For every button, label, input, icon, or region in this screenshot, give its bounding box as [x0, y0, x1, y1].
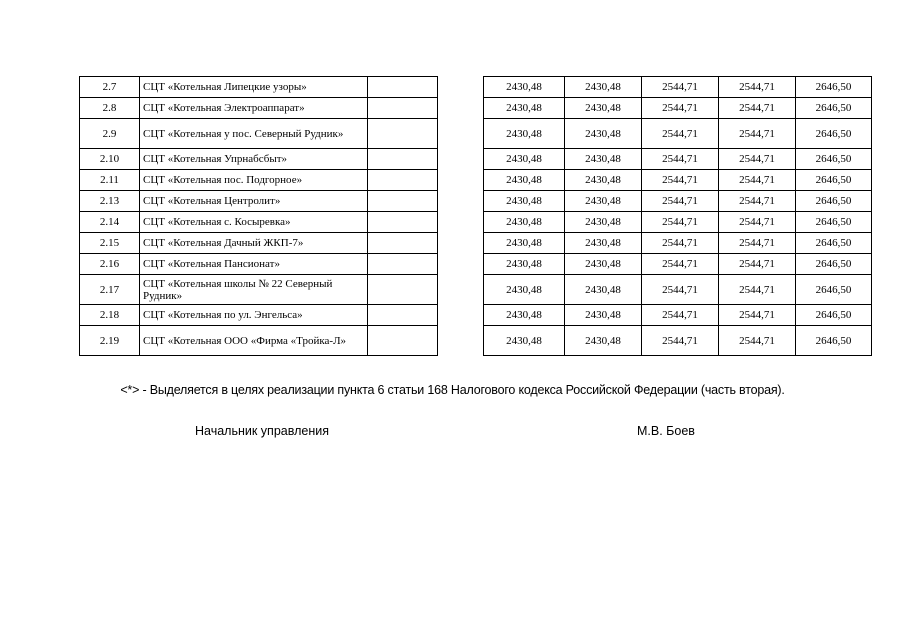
table-row: [80, 233, 872, 254]
value-cell: 2544,71: [642, 212, 719, 233]
table-row: [80, 170, 872, 191]
value-cell: 2544,71: [642, 254, 719, 275]
row-name: СЦТ «Котельная Упрнабсбыт»: [140, 149, 368, 170]
value-cell: 2646,50: [796, 77, 872, 98]
value-cell: 2430,48: [565, 254, 642, 275]
empty-cell: [368, 77, 438, 98]
empty-cell: [438, 254, 484, 275]
table-row: [80, 119, 872, 149]
value-cell: 2544,71: [719, 212, 796, 233]
value-cell: 2430,48: [484, 170, 565, 191]
footnote: <*> - Выделяется в целях реализации пункта 6 статьи 168 Налогового кодекса Российской Федерации (часть вторая).: [120, 383, 785, 397]
value-cell: 2430,48: [484, 275, 565, 305]
signer-name: М.В. Боев: [637, 424, 695, 438]
value-cell: 2430,48: [484, 254, 565, 275]
empty-cell: [438, 119, 484, 149]
table-row: [80, 326, 872, 356]
value-cell: 2544,71: [719, 326, 796, 356]
value-cell: 2430,48: [484, 77, 565, 98]
table-row: [80, 98, 872, 119]
value-cell: 2544,71: [642, 149, 719, 170]
empty-cell: [438, 212, 484, 233]
value-cell: 2544,71: [719, 275, 796, 305]
value-cell: 2430,48: [484, 233, 565, 254]
empty-cell: [368, 275, 438, 305]
value-cell: 2430,48: [565, 275, 642, 305]
value-cell: 2646,50: [796, 275, 872, 305]
row-name: СЦТ «Котельная школы № 22 Северный Рудник»: [140, 275, 368, 305]
row-name: СЦТ «Котельная Липецкие узоры»: [140, 77, 368, 98]
value-cell: 2430,48: [565, 212, 642, 233]
empty-cell: [438, 170, 484, 191]
value-cell: 2544,71: [642, 305, 719, 326]
value-cell: 2544,71: [642, 77, 719, 98]
row-name: СЦТ «Котельная у пос. Северный Рудник»: [140, 119, 368, 149]
empty-cell: [368, 233, 438, 254]
value-cell: 2646,50: [796, 305, 872, 326]
signer-title: Начальник управления: [195, 424, 329, 438]
value-cell: 2430,48: [484, 326, 565, 356]
empty-cell: [368, 170, 438, 191]
value-cell: 2430,48: [484, 98, 565, 119]
value-cell: 2430,48: [484, 119, 565, 149]
empty-cell: [438, 77, 484, 98]
value-cell: 2544,71: [719, 119, 796, 149]
table-row: [80, 77, 872, 98]
tariff-table: [79, 76, 872, 356]
row-number: 2.14: [80, 212, 140, 233]
empty-cell: [438, 275, 484, 305]
value-cell: 2430,48: [565, 149, 642, 170]
row-name: СЦТ «Котельная Центролит»: [140, 191, 368, 212]
value-cell: 2646,50: [796, 254, 872, 275]
empty-cell: [438, 149, 484, 170]
value-cell: 2544,71: [719, 233, 796, 254]
value-cell: 2646,50: [796, 149, 872, 170]
row-name: СЦТ «Котельная Пансионат»: [140, 254, 368, 275]
row-number: 2.15: [80, 233, 140, 254]
value-cell: 2430,48: [484, 305, 565, 326]
value-cell: 2430,48: [565, 119, 642, 149]
value-cell: 2544,71: [642, 98, 719, 119]
row-name: СЦТ «Котельная по ул. Энгельса»: [140, 305, 368, 326]
table-row: [80, 275, 872, 305]
value-cell: 2646,50: [796, 98, 872, 119]
value-cell: 2544,71: [642, 170, 719, 191]
row-number: 2.17: [80, 275, 140, 305]
row-name: СЦТ «Котельная пос. Подгорное»: [140, 170, 368, 191]
row-name: СЦТ «Котельная с. Косыревка»: [140, 212, 368, 233]
value-cell: 2646,50: [796, 170, 872, 191]
row-name: СЦТ «Котельная Дачный ЖКП-7»: [140, 233, 368, 254]
empty-cell: [368, 191, 438, 212]
empty-cell: [368, 119, 438, 149]
row-number: 2.11: [80, 170, 140, 191]
table-row: [80, 305, 872, 326]
value-cell: 2544,71: [719, 149, 796, 170]
value-cell: 2430,48: [565, 191, 642, 212]
value-cell: 2544,71: [642, 191, 719, 212]
value-cell: 2544,71: [642, 275, 719, 305]
value-cell: 2544,71: [719, 254, 796, 275]
row-number: 2.18: [80, 305, 140, 326]
value-cell: 2430,48: [484, 212, 565, 233]
value-cell: 2544,71: [642, 326, 719, 356]
row-name: СЦТ «Котельная Электроаппарат»: [140, 98, 368, 119]
row-number: 2.16: [80, 254, 140, 275]
empty-cell: [438, 98, 484, 119]
empty-cell: [368, 305, 438, 326]
row-number: 2.10: [80, 149, 140, 170]
value-cell: 2646,50: [796, 191, 872, 212]
empty-cell: [368, 254, 438, 275]
value-cell: 2646,50: [796, 233, 872, 254]
value-cell: 2430,48: [565, 305, 642, 326]
row-name: СЦТ «Котельная ООО «Фирма «Тройка-Л»: [140, 326, 368, 356]
table-row: [80, 149, 872, 170]
empty-cell: [368, 326, 438, 356]
value-cell: 2430,48: [565, 77, 642, 98]
value-cell: 2544,71: [642, 119, 719, 149]
table-row: [80, 191, 872, 212]
value-cell: 2430,48: [565, 170, 642, 191]
empty-cell: [368, 212, 438, 233]
value-cell: 2646,50: [796, 119, 872, 149]
empty-cell: [438, 233, 484, 254]
table-row: [80, 254, 872, 275]
empty-cell: [438, 191, 484, 212]
value-cell: 2544,71: [642, 233, 719, 254]
row-number: 2.8: [80, 98, 140, 119]
row-number: 2.7: [80, 77, 140, 98]
value-cell: 2430,48: [565, 98, 642, 119]
row-number: 2.19: [80, 326, 140, 356]
row-number: 2.9: [80, 119, 140, 149]
value-cell: 2430,48: [565, 233, 642, 254]
empty-cell: [438, 305, 484, 326]
value-cell: 2430,48: [484, 191, 565, 212]
value-cell: 2544,71: [719, 191, 796, 212]
value-cell: 2646,50: [796, 326, 872, 356]
empty-cell: [368, 149, 438, 170]
empty-cell: [438, 326, 484, 356]
value-cell: 2544,71: [719, 77, 796, 98]
value-cell: 2544,71: [719, 305, 796, 326]
value-cell: 2544,71: [719, 98, 796, 119]
row-number: 2.13: [80, 191, 140, 212]
value-cell: 2430,48: [565, 326, 642, 356]
value-cell: 2544,71: [719, 170, 796, 191]
empty-cell: [368, 98, 438, 119]
value-cell: 2646,50: [796, 212, 872, 233]
table-row: [80, 212, 872, 233]
value-cell: 2430,48: [484, 149, 565, 170]
